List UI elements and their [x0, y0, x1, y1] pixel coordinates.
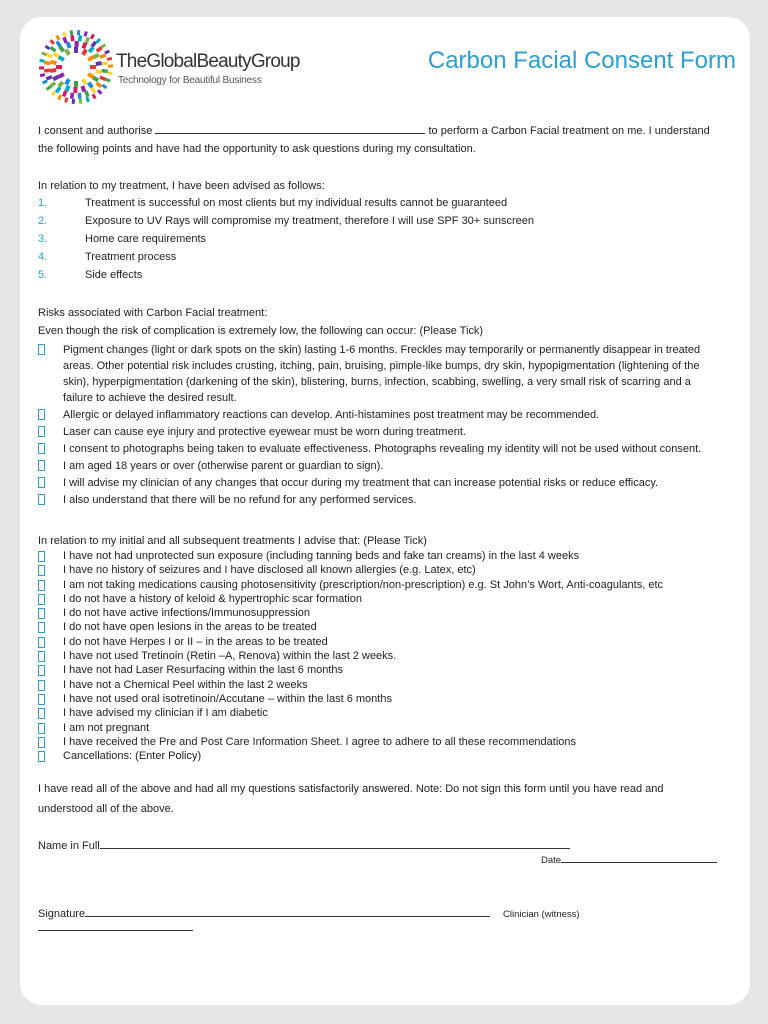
risk-text: I also understand that there will be no refund for any performed services. — [63, 494, 417, 506]
logo-ray — [66, 98, 67, 103]
declaration-item — [38, 663, 728, 677]
declaration-text: I have not used oral isotretinoin/Accutane – within the last 6 months — [63, 692, 392, 705]
declaration-text: Cancellations: (Enter Policy) — [63, 750, 202, 763]
logo-ray — [72, 35, 73, 41]
advice-item — [38, 269, 534, 287]
risk-checkbox[interactable] — [38, 409, 45, 420]
declaration-item — [38, 649, 728, 663]
declaration-checkbox[interactable] — [38, 622, 45, 633]
advice-heading: In relation to my treatment, I have been advised as follows: — [38, 180, 325, 192]
logo-ray — [51, 62, 57, 63]
declaration-item — [38, 620, 728, 634]
logo-ray — [96, 63, 102, 64]
declaration-checkbox[interactable] — [38, 651, 45, 662]
logo-ray — [97, 48, 102, 52]
logo-ray — [89, 48, 93, 52]
declaration-item — [38, 721, 728, 735]
risk-item — [38, 424, 714, 440]
logo-ray — [102, 85, 106, 88]
advice-text: Home care requirements — [85, 233, 207, 245]
logo-ray — [40, 60, 45, 61]
risk-text: Pigment changes (light or dark spots on the skin) lasting 1-6 months. Freckles may temporarily or permanently disappear in treated areas. Other potential risk includes crusting, itching, pain, bruising, pimple-like bumps, dry skin, hypopigmentation (lightening of the skin), hyperpigmentation (darkening of the skin), blistering, burns, infection, scabbing, swelling, a very small risk of scarring and a failure to achieve the desired result. — [63, 344, 701, 404]
logo-ray — [47, 87, 51, 90]
logo-ray — [54, 53, 59, 56]
declaration-item — [38, 706, 728, 720]
logo-ray — [80, 99, 81, 104]
intro-pre: I consent and authorise — [38, 125, 153, 137]
logo-ray — [106, 79, 111, 81]
signature-field-row — [38, 907, 490, 920]
declaration-list — [38, 549, 728, 763]
brand-tagline: Technology for Beautiful Business — [118, 75, 262, 86]
logo-ray — [97, 39, 100, 43]
advice-number: 3. — [38, 233, 48, 245]
declaration-text: I am not taking medications causing photosensitivity (prescription/non-prescription) e.g. St John’s Wort, Anti-coagulants, etc — [63, 578, 664, 591]
declaration-item — [38, 578, 728, 592]
declaration-checkbox[interactable] — [38, 637, 45, 648]
advice-number: 5. — [38, 269, 48, 281]
logo-ray — [93, 77, 98, 80]
declaration-checkbox[interactable] — [38, 680, 45, 691]
logo-ray — [86, 38, 88, 44]
clinician-input[interactable] — [38, 921, 193, 931]
logo-ray — [52, 91, 55, 95]
advice-list — [38, 197, 534, 287]
logo-ray — [72, 93, 73, 99]
logo-ray — [51, 47, 56, 51]
logo-ray — [80, 35, 81, 41]
logo-ray — [66, 79, 69, 84]
logo-ray — [44, 63, 50, 64]
closing-line-2: understood all of the above. — [38, 803, 174, 815]
practitioner-name-field[interactable] — [155, 124, 425, 134]
logo-ray — [47, 55, 53, 57]
advice-item — [38, 197, 534, 215]
declaration-checkbox[interactable] — [38, 708, 45, 719]
risks-heading: Risks associated with Carbon Facial treatment: — [38, 307, 268, 319]
logo-ray — [91, 34, 93, 38]
risk-checkbox[interactable] — [38, 494, 45, 505]
declaration-text: I do not have a history of keloid & hypertrophic scar formation — [63, 592, 362, 605]
declaration-item — [38, 678, 728, 692]
logo-ray — [53, 77, 58, 80]
declaration-checkbox[interactable] — [38, 751, 45, 762]
logo-ray — [88, 74, 93, 77]
logo-ray — [40, 75, 45, 76]
advice-number: 1. — [38, 197, 48, 209]
declaration-checkbox[interactable] — [38, 551, 45, 562]
logo-ray — [64, 32, 66, 37]
declaration-checkbox[interactable] — [38, 723, 45, 734]
advice-number: 4. — [38, 251, 48, 263]
logo-ray — [58, 95, 60, 99]
logo-ray — [57, 41, 61, 46]
declaration-item — [38, 549, 728, 563]
logo-ray — [44, 70, 50, 71]
logo-ray — [100, 77, 106, 79]
intro-line-1 — [38, 124, 710, 137]
brand-logo — [38, 29, 328, 109]
logo-ray — [97, 83, 102, 87]
logo-ray — [105, 51, 110, 53]
logo-ray — [60, 47, 64, 52]
declaration-item — [38, 749, 728, 763]
declaration-checkbox[interactable] — [38, 580, 45, 591]
logo-ray — [94, 55, 99, 58]
declaration-item — [38, 592, 728, 606]
logo-ray — [45, 46, 49, 49]
logo-ray — [107, 58, 112, 59]
declaration-item — [38, 635, 728, 649]
declaration-text: I have not had Laser Resurfacing within the last 6 months — [63, 664, 344, 677]
declaration-checkbox[interactable] — [38, 737, 45, 748]
clinician-field-row — [38, 921, 193, 934]
logo-ray — [64, 37, 66, 43]
page-title: Carbon Facial Consent Form — [427, 47, 736, 74]
declaration-item — [38, 692, 728, 706]
advice-item — [38, 233, 534, 251]
logo-ray — [59, 57, 64, 60]
logo-ray — [85, 32, 86, 37]
logo-ray — [66, 50, 69, 55]
logo-ray — [46, 77, 52, 79]
logo-ray — [50, 83, 55, 87]
risk-checkbox[interactable] — [38, 477, 45, 488]
declaration-text: I am not pregnant — [63, 721, 150, 734]
logo-ray — [71, 30, 72, 35]
logo-ray — [98, 90, 101, 94]
logo-ray — [92, 42, 96, 47]
logo-ray — [42, 53, 47, 55]
risk-checkbox[interactable] — [38, 443, 45, 454]
logo-ray — [100, 55, 106, 57]
logo-ray — [56, 88, 60, 93]
declaration-text: I have not had unprotected sun exposure (including tanning beds and fake tan creams) in the last 4 weeks — [63, 550, 580, 562]
signature-label: Signature — [38, 908, 86, 920]
logo-ray — [83, 43, 85, 49]
logo-ray — [107, 73, 112, 74]
risk-text: I will advise my clinician of any changes that occur during my treatment that can increase potential risks or reduce efficacy. — [63, 477, 659, 489]
declaration-checkbox[interactable] — [38, 694, 45, 705]
brand-name: TheGlobalBeautyGroup — [116, 51, 300, 72]
logo-ray — [59, 74, 64, 77]
declarations-heading: In relation to my initial and all subsequent treatments I advise that: (Please Tick) — [38, 535, 427, 547]
risk-checkbox[interactable] — [38, 344, 45, 355]
logo-ray — [59, 82, 63, 86]
signature-input[interactable] — [85, 907, 490, 917]
risk-item — [38, 441, 714, 457]
declaration-text: I have advised my clinician if I am diabetic — [63, 707, 268, 720]
declaration-item — [38, 735, 728, 749]
logo-burst-icon — [38, 29, 114, 105]
logo-ray — [50, 70, 56, 71]
declaration-checkbox[interactable] — [38, 594, 45, 605]
logo-ray — [93, 94, 96, 98]
advice-number: 2. — [38, 215, 48, 227]
name-field-row — [38, 839, 570, 852]
logo-ray — [57, 35, 60, 39]
logo-ray — [102, 63, 108, 64]
declaration-text: I do not have active infections/Immunosuppression — [63, 607, 311, 620]
logo-ray — [101, 44, 105, 47]
logo-ray — [79, 93, 80, 99]
risks-subheading: Even though the risk of complication is extremely low, the following can occur: (Please Tick) — [38, 325, 484, 337]
risk-item — [38, 407, 714, 423]
closing-line-1: I have read all of the above and had all my questions satisfactorily answered. Note: Do not sign this form until you have read and — [38, 783, 664, 795]
logo-ray — [64, 91, 66, 97]
risk-text: Allergic or delayed inflammatory reactions can develop. Anti-histamines post treatment may be recommended. — [63, 409, 600, 421]
name-label: Name in Full — [38, 840, 100, 852]
logo-ray — [82, 86, 84, 92]
logo-ray — [83, 79, 86, 84]
clinician-label: Clinician (witness) — [503, 909, 580, 920]
advice-text: Treatment is successful on most clients but my individual results cannot be guaranteed — [85, 197, 508, 209]
advice-item — [38, 215, 534, 233]
logo-ray — [88, 83, 92, 88]
declaration-checkbox[interactable] — [38, 608, 45, 619]
logo-ray — [43, 81, 48, 83]
advice-text: Treatment process — [85, 251, 177, 263]
declaration-text: I do not have Herpes I or II – in the areas to be treated — [63, 635, 328, 648]
risk-checkbox[interactable] — [38, 460, 45, 471]
advice-item — [38, 251, 534, 269]
declaration-checkbox[interactable] — [38, 565, 45, 576]
risk-text: I am aged 18 years or over (otherwise parent or guardian to sign). — [63, 460, 384, 472]
date-input[interactable] — [561, 853, 717, 863]
logo-ray — [88, 57, 93, 60]
declaration-text: I have received the Pre and Post Care Information Sheet. I agree to adhere to all these recommendations — [63, 735, 577, 748]
declaration-text: I have no history of seizures and I have disclosed all known allergies (e.g. Latex, etc) — [63, 564, 476, 577]
declaration-text: I have not a Chemical Peel within the last 2 weeks — [63, 678, 308, 691]
logo-ray — [50, 40, 53, 44]
intro-post: to perform a Carbon Facial treatment on me. I understand — [428, 125, 710, 137]
declaration-item — [38, 606, 728, 620]
advice-text: Exposure to UV Rays will compromise my treatment, therefore I will use SPF 30+ sunscreen — [85, 215, 535, 227]
advice-text: Side effects — [85, 269, 143, 281]
declaration-text: I do not have open lesions in the areas to be treated — [63, 621, 317, 634]
risk-text: Laser can cause eye injury and protective eyewear must be worn during treatment. — [63, 426, 466, 438]
date-label: Date — [541, 855, 562, 866]
declaration-item — [38, 563, 728, 577]
risk-item — [38, 475, 714, 491]
logo-ray — [92, 88, 96, 93]
risk-text: I consent to photographs being taken to evaluate effectiveness. Photographs revealing my identity will not be used without consent. — [63, 443, 702, 455]
date-field-row — [541, 853, 717, 866]
risk-item — [38, 492, 714, 508]
logo-ray — [86, 91, 88, 97]
logo-ray — [66, 86, 68, 92]
declaration-text: I have not used Tretinoin (Retin –A, Renova) within the last 2 weeks. — [63, 650, 397, 663]
declaration-checkbox[interactable] — [38, 665, 45, 676]
risk-item — [38, 342, 714, 406]
logo-ray — [87, 97, 89, 102]
logo-ray — [96, 71, 102, 72]
risk-list — [38, 342, 714, 509]
logo-ray — [102, 71, 108, 72]
logo-ray — [83, 50, 86, 55]
risk-item — [38, 458, 714, 474]
logo-ray — [68, 42, 70, 48]
intro-line-2: the following points and have had the opportunity to ask questions during my consultation. — [38, 143, 476, 155]
form-page — [20, 17, 750, 1005]
name-input[interactable] — [100, 839, 570, 849]
risk-checkbox[interactable] — [38, 426, 45, 437]
